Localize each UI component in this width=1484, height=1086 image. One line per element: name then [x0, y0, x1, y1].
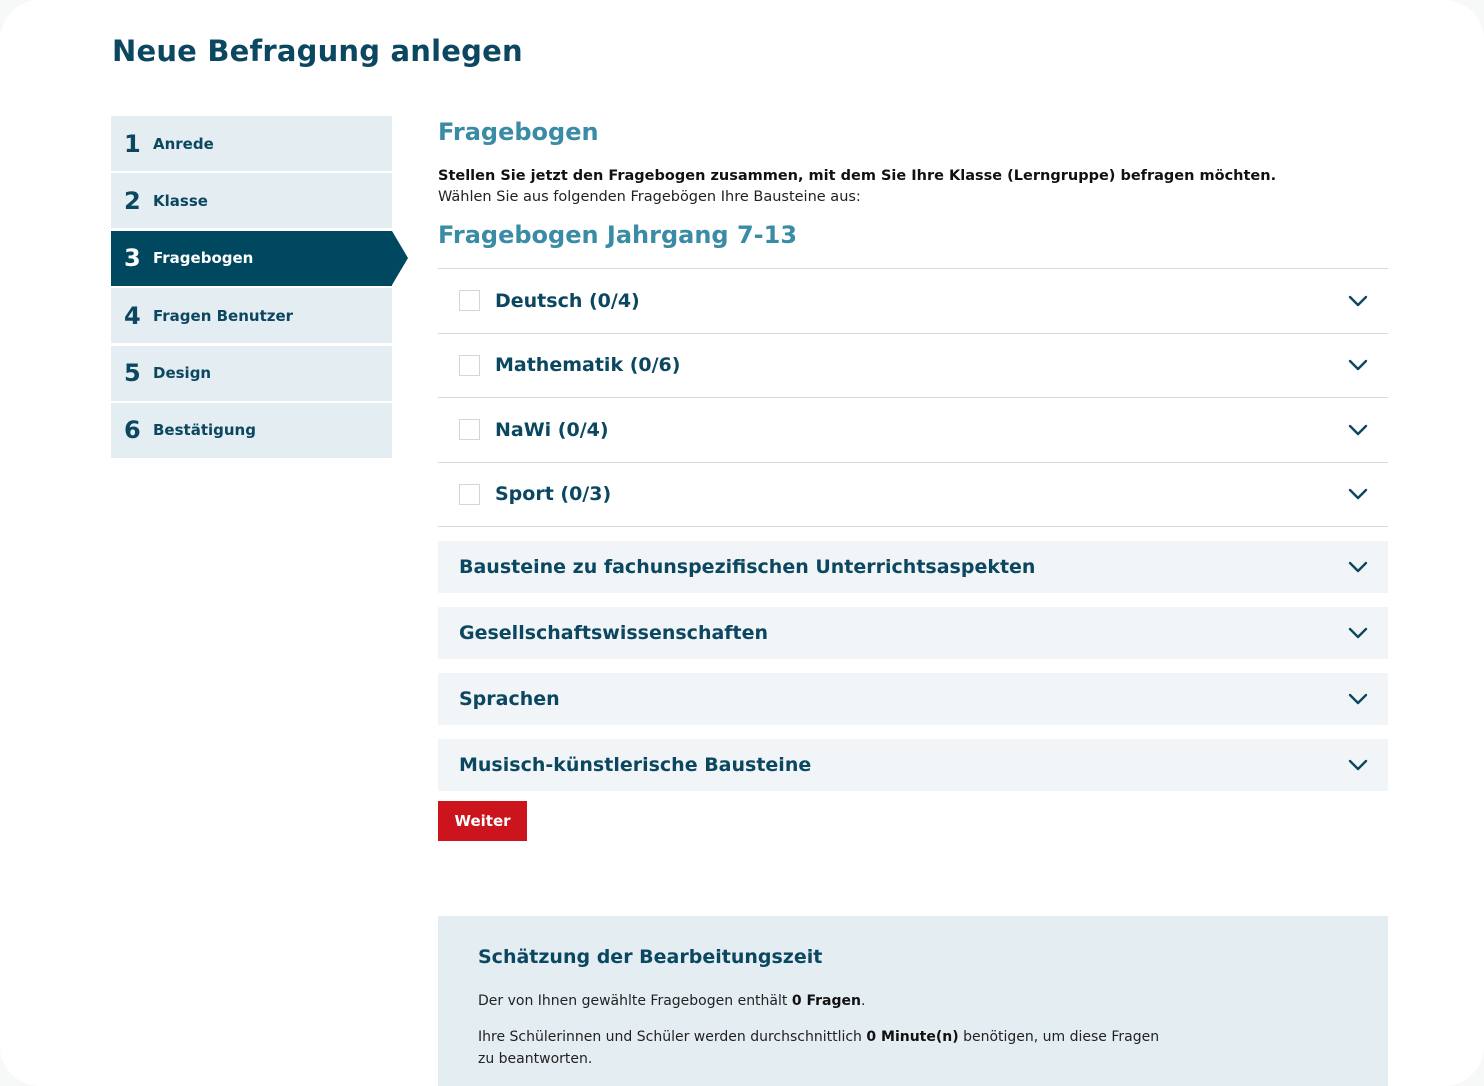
estimate-text: .	[860, 993, 866, 1009]
duration-value: 0 Minute(n)	[866, 1029, 959, 1045]
questionnaire-label: Mathematik (0/6)	[495, 354, 681, 377]
questionnaire-label: NaWi (0/4)	[495, 418, 609, 441]
step-anrede[interactable]	[111, 116, 392, 171]
step-bestaetigung[interactable]	[111, 403, 392, 458]
checkbox[interactable]	[459, 419, 480, 440]
group-row-sprachen[interactable]	[438, 673, 1388, 725]
time-estimate-box	[438, 916, 1388, 1086]
next-button[interactable]: Weiter	[438, 801, 527, 841]
questionnaire-row-deutsch[interactable]	[438, 269, 1388, 334]
page-title: Neue Befragung anlegen	[112, 34, 523, 68]
step-label: Fragebogen	[153, 249, 254, 268]
step-label: Fragen Benutzer	[153, 306, 294, 325]
wizard-steps	[111, 116, 392, 460]
step-fragebogen[interactable]	[111, 231, 392, 286]
step-design[interactable]	[111, 346, 392, 401]
question-count: 0 Fragen	[791, 993, 861, 1009]
estimate-text: Der von Ihnen gewählte Fragebogen enthält	[478, 993, 792, 1009]
group-label: Sprachen	[459, 688, 560, 710]
group-label: Musisch-künstlerische Bausteine	[459, 754, 812, 776]
estimate-questions-text	[478, 990, 1178, 1012]
chevron-down-icon[interactable]	[1348, 759, 1368, 771]
questionnaire-label: Deutsch (0/4)	[495, 289, 640, 312]
group-row-gesellschaftswissenschaften[interactable]	[438, 607, 1388, 659]
step-number: 4	[124, 301, 141, 330]
questionnaire-list	[438, 268, 1388, 527]
step-number: 5	[124, 359, 141, 388]
step-label: Bestätigung	[153, 421, 256, 440]
step-fragen-benutzer[interactable]	[111, 288, 392, 343]
chevron-down-icon[interactable]	[1348, 488, 1368, 500]
chevron-down-icon[interactable]	[1348, 424, 1368, 436]
estimate-text: benötigen, um diese Fragen zu beantworten.	[478, 1029, 1160, 1067]
questionnaire-label: Sport (0/3)	[495, 483, 612, 506]
chevron-down-icon[interactable]	[1348, 627, 1368, 639]
intro-bold-text: Stellen Sie jetzt den Fragebogen zusammen, mit dem Sie Ihre Klasse (Lerngruppe) befragen möchten.	[438, 168, 1277, 184]
estimate-title: Schätzung der Bearbeitungszeit	[478, 946, 823, 968]
chevron-down-icon[interactable]	[1348, 359, 1368, 371]
checkbox[interactable]	[459, 484, 480, 505]
checkbox[interactable]	[459, 355, 480, 376]
intro-text: Wählen Sie aus folgenden Fragebögen Ihre Bausteine aus:	[438, 189, 861, 205]
step-label: Klasse	[153, 191, 208, 210]
step-number: 1	[124, 129, 141, 158]
group-row-fachunspezifisch[interactable]	[438, 541, 1388, 593]
estimate-duration-text	[478, 1026, 1178, 1070]
section-title: Fragebogen	[438, 118, 599, 146]
group-label: Bausteine zu fachunspezifischen Unterrichtsaspekten	[459, 556, 1036, 578]
chevron-down-icon[interactable]	[1348, 295, 1368, 307]
step-number: 3	[124, 244, 141, 273]
estimate-text: Ihre Schülerinnen und Schüler werden durchschnittlich	[478, 1029, 867, 1045]
main-content	[438, 116, 1388, 841]
step-label: Anrede	[153, 134, 214, 153]
questionnaire-subtitle: Fragebogen Jahrgang 7-13	[438, 221, 798, 249]
step-number: 2	[124, 186, 141, 215]
questionnaire-row-sport[interactable]	[438, 463, 1388, 528]
questionnaire-row-mathematik[interactable]	[438, 334, 1388, 399]
group-row-musisch[interactable]	[438, 739, 1388, 791]
chevron-down-icon[interactable]	[1348, 561, 1368, 573]
chevron-down-icon[interactable]	[1348, 693, 1368, 705]
step-number: 6	[124, 416, 141, 445]
group-label: Gesellschaftswissenschaften	[459, 622, 769, 644]
step-label: Design	[153, 364, 212, 383]
questionnaire-row-nawi[interactable]	[438, 398, 1388, 463]
checkbox[interactable]	[459, 290, 480, 311]
step-klasse[interactable]	[111, 173, 392, 228]
